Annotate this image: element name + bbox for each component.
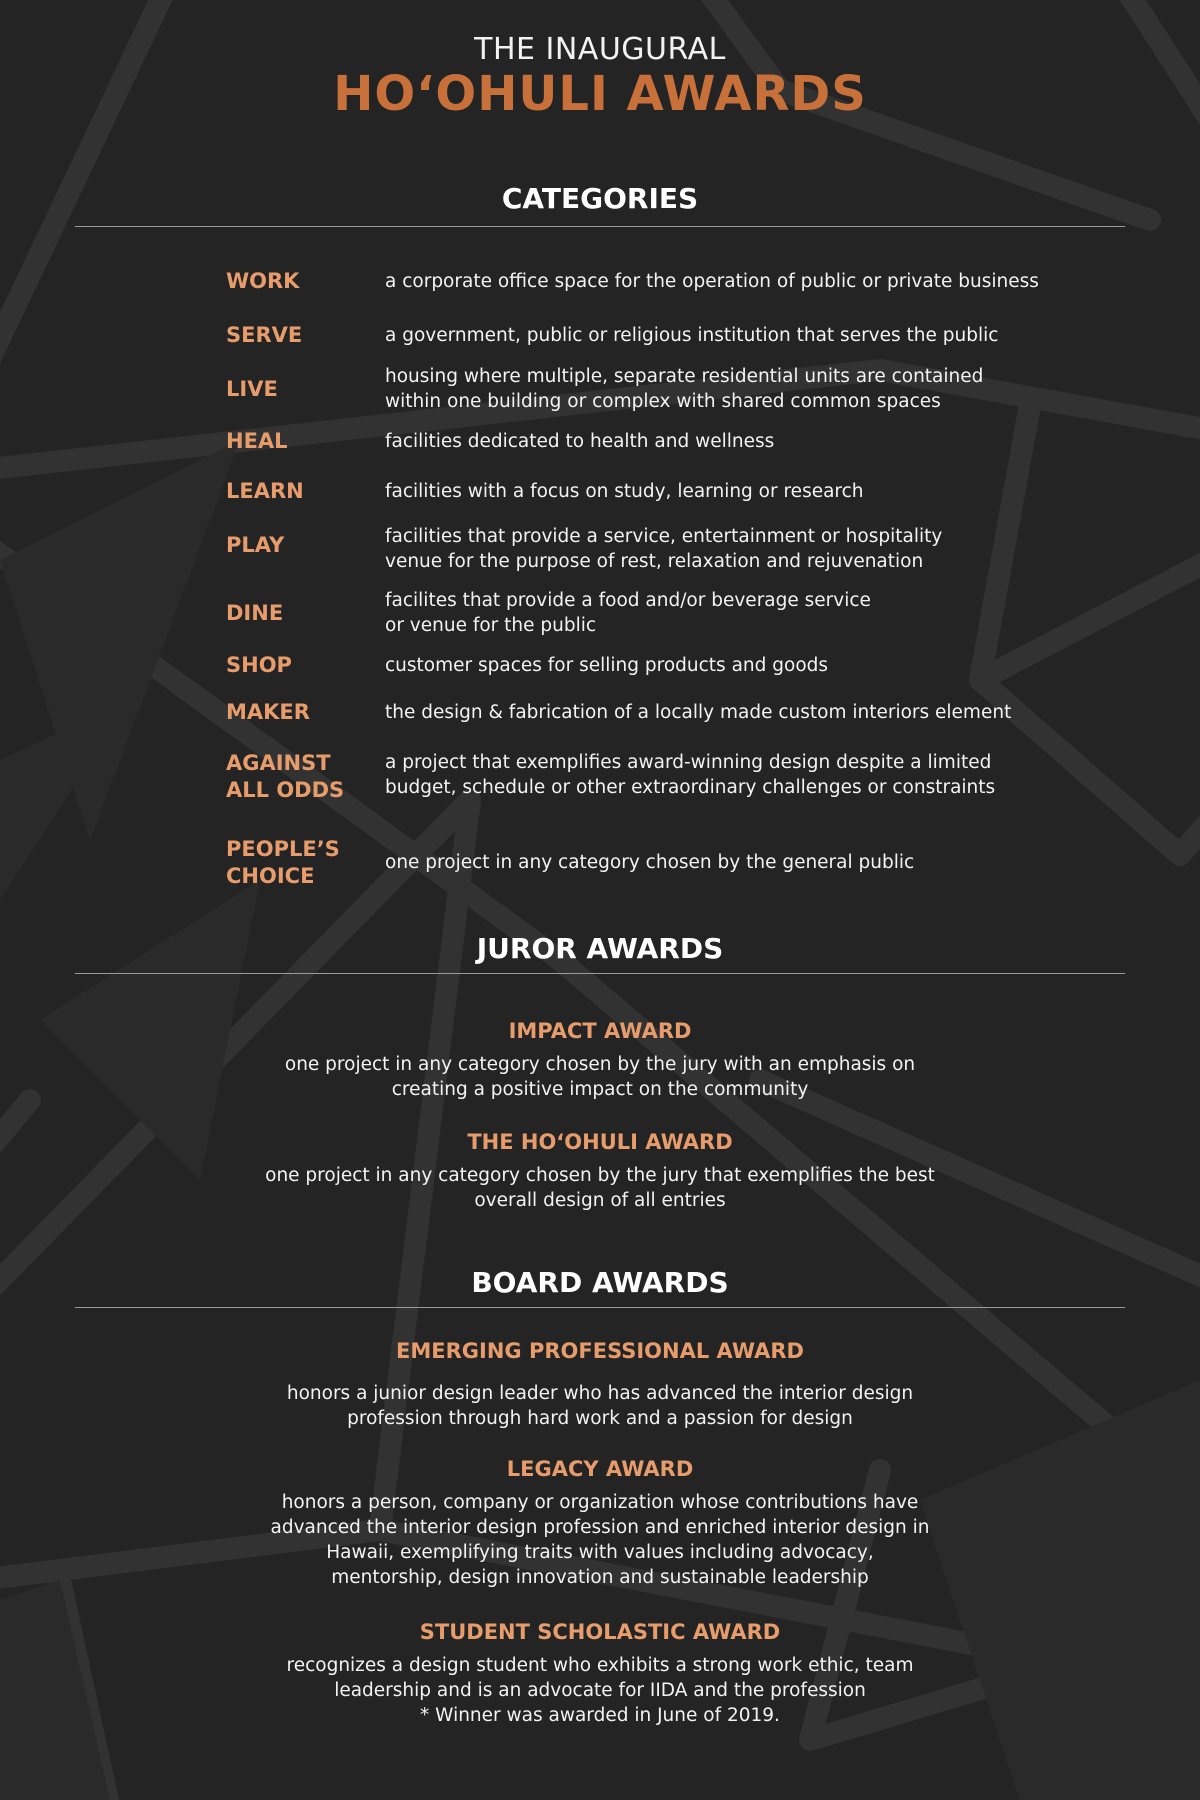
category-desc: housing where multiple, separate residential units are contained within one building or complex with shared common spaces [385, 366, 984, 412]
award-desc-student-scholastic: recognizes a design student who exhibits a strong work ethic, team leadership and is an advocate for IIDA and the profession * Winner was awarded in June of 2019. [286, 1655, 914, 1726]
category-desc: one project in any category chosen by the general public [385, 852, 915, 873]
board-awards-title: BOARD AWARDS [471, 1266, 729, 1299]
award-title-student-scholastic: STUDENT SCHOLASTIC AWARD [419, 1620, 781, 1644]
category-name: SERVE [226, 323, 303, 347]
category-name: MAKER [226, 700, 310, 724]
juror-awards-divider [75, 973, 1125, 974]
category-name: PEOPLE’S CHOICE [226, 837, 340, 888]
category-name: AGAINST ALL ODDS [226, 751, 345, 802]
award-desc-hoohuli: one project in any category chosen by the jury that exemplifies the best overall design of all entries [265, 1165, 935, 1211]
category-desc: facilities dedicated to health and wellness [385, 431, 775, 452]
award-title-hoohuli: THE HO‘OHULI AWARD [467, 1130, 733, 1154]
award-desc-emerging-professional: honors a junior design leader who has advanced the interior design profession through hard work and a passion for design [286, 1383, 914, 1429]
category-name: DINE [226, 601, 284, 625]
award-desc-legacy: honors a person, company or organization whose contributions have advanced the interior design profession and enriched interior design in Hawaii, exemplifying traits with values including advocacy, mentorship, design innovation and sustainable leadership [270, 1492, 930, 1588]
category-name: SHOP [226, 653, 292, 677]
award-desc-impact: one project in any category chosen by the jury with an emphasis on creating a positive impact on the community [284, 1054, 916, 1100]
category-desc: facilities with a focus on study, learning or research [385, 481, 864, 502]
juror-awards-title: JUROR AWARDS [476, 932, 724, 965]
category-desc: facilities that provide a service, entertainment or hospitality venue for the purpose of rest, relaxation and rejuvenation [385, 526, 943, 572]
category-desc: facilites that provide a food and/or beverage service or venue for the public [385, 590, 871, 636]
award-title-legacy: LEGACY AWARD [506, 1457, 694, 1481]
category-desc: a government, public or religious institution that serves the public [385, 325, 999, 346]
category-name: LIVE [226, 377, 278, 401]
category-name: LEARN [226, 479, 304, 503]
category-name: PLAY [226, 533, 285, 557]
category-desc: customer spaces for selling products and goods [385, 655, 829, 676]
categories-title: CATEGORIES [501, 182, 699, 215]
categories-divider [75, 226, 1125, 227]
category-desc: a project that exemplifies award-winning design despite a limited budget, schedule or other extraordinary challenges or constraints [385, 752, 996, 798]
header-kicker: THE INAUGURAL [474, 32, 726, 67]
category-name: HEAL [226, 429, 288, 453]
board-awards-divider [75, 1307, 1125, 1308]
award-title-emerging-professional: EMERGING PROFESSIONAL AWARD [396, 1339, 804, 1363]
category-name: WORK [226, 269, 300, 293]
header-title: HO‘OHULI AWARDS [333, 66, 867, 122]
award-title-impact: IMPACT AWARD [508, 1019, 692, 1043]
category-desc: the design & fabrication of a locally made custom interiors element [385, 702, 1012, 723]
category-desc: a corporate office space for the operation of public or private business [385, 271, 1039, 292]
